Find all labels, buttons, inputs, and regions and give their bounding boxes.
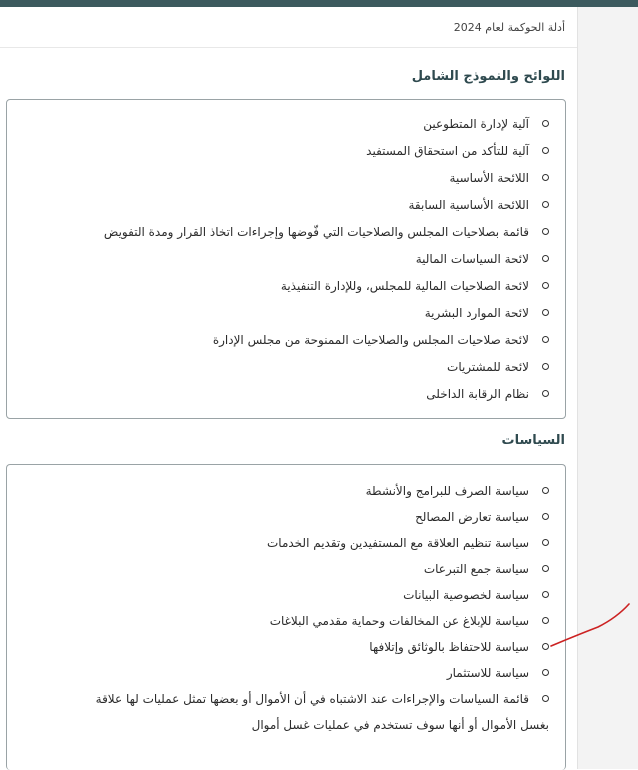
- list-item[interactable]: لائحة السياسات المالية: [7, 246, 565, 272]
- policies-list-box: [6, 464, 566, 770]
- bullet-icon: [542, 147, 549, 154]
- bullet-icon: [542, 617, 549, 624]
- bullet-icon: [542, 228, 549, 235]
- list-item[interactable]: سياسة جمع التبرعات: [7, 556, 565, 582]
- bullet-icon: [542, 565, 549, 572]
- list-item[interactable]: آلية لإدارة المتطوعين: [7, 111, 565, 137]
- bullet-icon: [542, 513, 549, 520]
- list-item[interactable]: سياسة الصرف للبرامج والأنشطة: [7, 478, 565, 504]
- bullet-icon: [542, 336, 549, 343]
- list-item[interactable]: لائحة للمشتريات: [7, 354, 565, 380]
- list-item[interactable]: اللائحة الأساسية السابقة: [7, 192, 565, 218]
- list-item[interactable]: لائحة الصلاحيات المالية للمجلس، وللإدارة التنفيذية: [7, 273, 565, 299]
- list-item[interactable]: سياسة للاحتفاظ بالوثائق وإتلافها: [7, 634, 565, 660]
- right-side-panel: [577, 7, 638, 769]
- list-item[interactable]: اللائحة الأساسية: [7, 165, 565, 191]
- bullet-icon: [542, 669, 549, 676]
- bullet-icon: [542, 255, 549, 262]
- bullet-icon: [542, 695, 549, 702]
- bullet-icon: [542, 539, 549, 546]
- list-item[interactable]: سياسة للاستثمار: [7, 660, 565, 686]
- list-item-continuation: بغسل الأموال أو أنها سوف تستخدم في عمليات غسل أموال: [251, 718, 549, 732]
- bullet-icon: [542, 591, 549, 598]
- bullet-icon: [542, 120, 549, 127]
- bullet-icon: [542, 643, 549, 650]
- divider: [0, 47, 577, 48]
- list-item[interactable]: قائمة السياسات والإجراءات عند الاشتباه في أن الأموال أو بعضها تمثل عمليات لها علاقة: [7, 686, 565, 712]
- list-item[interactable]: سياسة لخصوصية البيانات: [7, 582, 565, 608]
- list-item[interactable]: لائحة صلاحيات المجلس والصلاحيات الممنوحة من مجلس الإدارة: [7, 327, 565, 353]
- list-item[interactable]: لائحة الموارد البشرية: [7, 300, 565, 326]
- main-content: [0, 7, 577, 769]
- section-title-policies: السياسات: [501, 433, 565, 448]
- list-item[interactable]: سياسة للإبلاغ عن المخالفات وحماية مقدمي البلاغات: [7, 608, 565, 634]
- list-item[interactable]: نظام الرقابة الداخلى: [7, 381, 565, 407]
- section-title-regulations: اللوائح والنموذج الشامل: [411, 69, 565, 84]
- list-item[interactable]: قائمة بصلاحيات المجلس والصلاحيات التي فّوضها وإجراءات اتخاذ القرار ومدة التفويض: [7, 219, 565, 245]
- list-item[interactable]: سياسة تنظيم العلاقة مع المستفيدين وتقديم الخدمات: [7, 530, 565, 556]
- regulations-list-box: [6, 99, 566, 419]
- top-bar: [0, 0, 638, 7]
- breadcrumb[interactable]: أدلة الحوكمة لعام 2024: [453, 21, 565, 34]
- bullet-icon: [542, 201, 549, 208]
- list-item[interactable]: سياسة تعارض المصالح: [7, 504, 565, 530]
- list-item[interactable]: آلية للتأكد من استحقاق المستفيد: [7, 138, 565, 164]
- bullet-icon: [542, 309, 549, 316]
- bullet-icon: [542, 487, 549, 494]
- bullet-icon: [542, 363, 549, 370]
- bullet-icon: [542, 282, 549, 289]
- bullet-icon: [542, 174, 549, 181]
- bullet-icon: [542, 390, 549, 397]
